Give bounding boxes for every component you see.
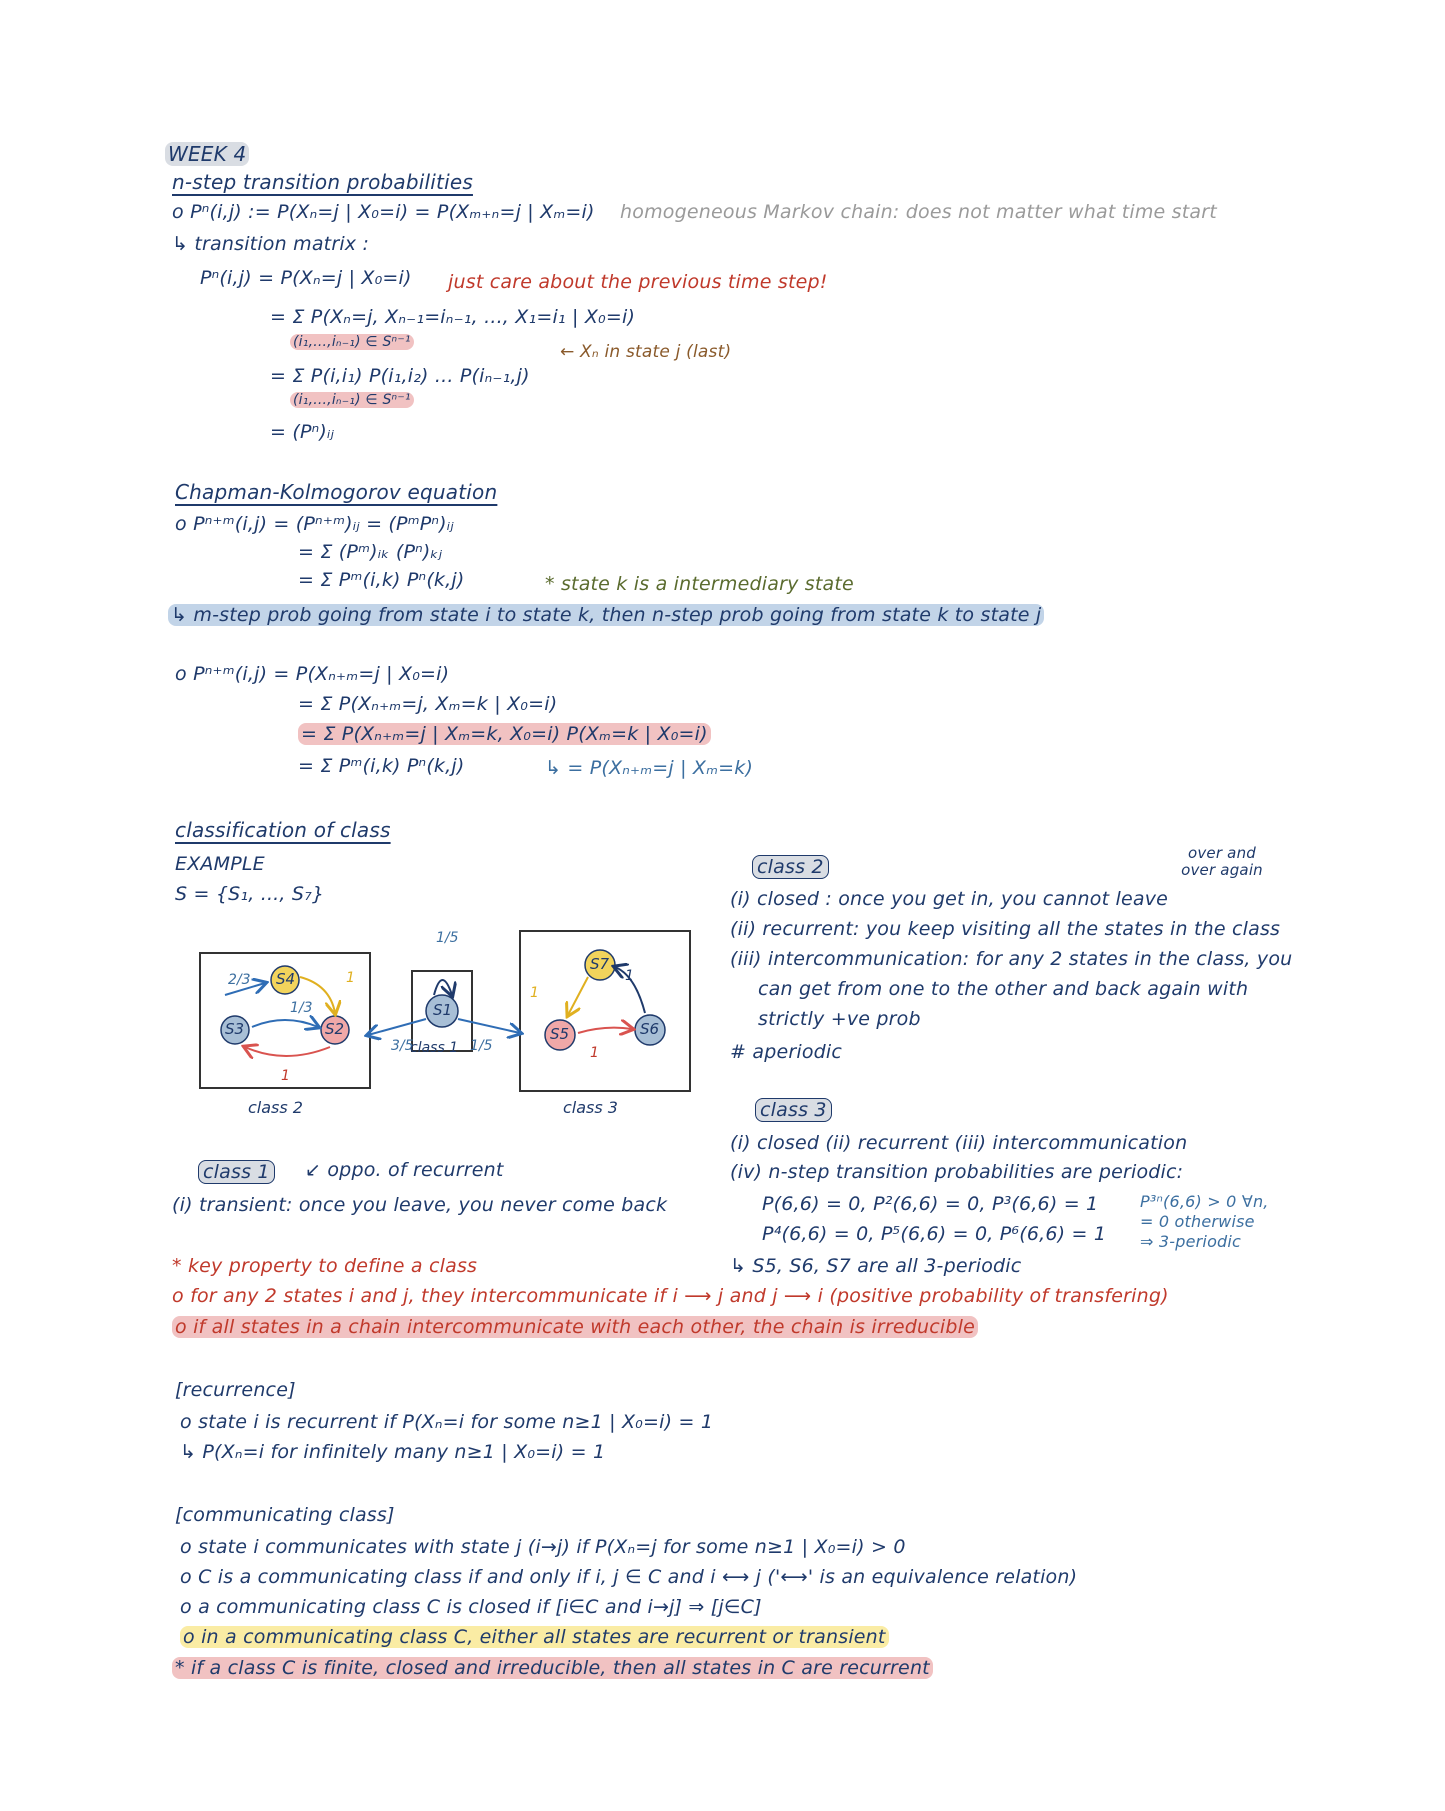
edge-s7-s5 (568, 977, 588, 1015)
edge-label-s7-s5: 1 (530, 985, 539, 1001)
edge-label-s6-s7: 1 (625, 968, 634, 984)
label-s1: S1 (433, 1001, 453, 1019)
communicating-a: o state i communicates with state j (i→j) if P(Xₙ=j for some n≥1 | X₀=i) > 0 (180, 1536, 906, 1558)
communicating-e: * if a class C is finite, closed and irreducible, then all states in C are recurrent (172, 1656, 933, 1680)
class3-l3: P(6,6) = 0, P²(6,6) = 0, P³(6,6) = 1 (762, 1193, 1099, 1215)
communicating-d: o in a communicating class C, either all states are recurrent or transient (180, 1625, 889, 1649)
class3-l5: ↳ S5, S6, S7 are all 3-periodic (730, 1255, 1022, 1277)
eq2-note: ← Xₙ in state j (last) (560, 342, 732, 362)
edge-label-s1-s2: 3/5 (391, 1038, 414, 1054)
ck-l2: = Σ (Pᵐ)ᵢₖ (Pⁿ)ₖⱼ (298, 541, 443, 563)
edge-s1-loop (434, 980, 452, 995)
label-s2: S2 (325, 1020, 345, 1038)
class3-side2: = 0 otherwise (1140, 1212, 1255, 1231)
ck-l3: = Σ Pᵐ(i,k) Pⁿ(k,j) (298, 569, 465, 591)
classification-title: classification of class (175, 818, 391, 842)
week-title: WEEK 4 (165, 142, 249, 166)
class2-label: class 2 (752, 855, 829, 879)
class3-label: class 3 (755, 1098, 832, 1122)
class3-side1: P³ⁿ(6,6) > 0 ∀n, (1140, 1192, 1269, 1211)
ck-p4: = Σ Pᵐ(i,k) Pⁿ(k,j) (298, 755, 465, 777)
class2-ii: (ii) recurrent: you keep visiting all the states in the class (730, 918, 1281, 940)
recurrence-a: o state i is recurrent if P(Xₙ=i for some n≥1 | X₀=i) = 1 (180, 1411, 714, 1433)
class2-i: (i) closed : once you get in, you cannot leave (730, 888, 1169, 910)
class1-i: (i) transient: once you leave, you never come back (172, 1194, 668, 1216)
key-title: * key property to define a class (172, 1255, 478, 1277)
class2-diagram-label: class 2 (248, 1098, 303, 1117)
edge-label-s5-s6: 1 (590, 1045, 599, 1061)
class3-l1: (i) closed (ii) recurrent (iii) intercommunication (730, 1132, 1188, 1154)
tm-label: ↳ transition matrix : (172, 233, 370, 255)
label-s5: S5 (550, 1025, 570, 1043)
class2-iii-b: can get from one to the other and back again with (758, 978, 1249, 1000)
communicating-b: o C is a communicating class if and only if i, j ∈ C and i ⟷ j ('⟷' is an equivalence relation) (180, 1566, 1078, 1588)
label-s6: S6 (640, 1020, 660, 1038)
class3-side3: ⇒ 3-periodic (1140, 1232, 1242, 1251)
nstep-def: o Pⁿ(i,j) := P(Xₙ=j | X₀=i) = P(Xₘ₊ₙ=j | Xₘ=i) (172, 201, 595, 223)
ck-l1: o Pⁿ⁺ᵐ(i,j) = (Pⁿ⁺ᵐ)ᵢⱼ = (PᵐPⁿ)ᵢⱼ (175, 513, 454, 535)
class1-opp: ↙ oppo. of recurrent (305, 1159, 504, 1181)
edge-label-s4-s2: 1 (346, 970, 355, 986)
edge-label-s2-s3: 1 (281, 1068, 290, 1084)
nstep-eq3: = Σ P(i,i₁) P(i₁,i₂) ... P(iₙ₋₁,j) (270, 365, 530, 387)
edge-s5-s6 (578, 1028, 632, 1033)
label-s4: S4 (276, 970, 296, 988)
edge-label-s1-loop: 1/5 (436, 930, 459, 946)
recurrence-b: ↳ P(Xₙ=i for infinitely many n≥1 | X₀=i) = 1 (180, 1441, 606, 1463)
example-label: EXAMPLE (175, 853, 265, 875)
ck-explain: ↳ m-step prob going from state i to state k, then n-step prob going from state k to state j (168, 603, 1044, 627)
class2-note-top: over and over again (1181, 844, 1263, 879)
key-a: o for any 2 states i and j, they intercommunicate if i ⟶ j and j ⟶ i (positive probability of transfering) (172, 1285, 1169, 1307)
class3-l4: P⁴(6,6) = 0, P⁵(6,6) = 0, P⁶(6,6) = 1 (762, 1223, 1107, 1245)
edge-label-s3-s2: 1/3 (290, 1000, 313, 1016)
label-s7: S7 (590, 955, 610, 973)
communicating-title: [communicating class] (175, 1504, 395, 1526)
nstep-eq1: Pⁿ(i,j) = P(Xₙ=j | X₀=i) (200, 267, 412, 289)
class2-iii-c: strictly +ve prob (758, 1008, 921, 1030)
nstep-eq2: = Σ P(Xₙ=j, Xₙ₋₁=iₙ₋₁, ..., X₁=i₁ | X₀=i) (270, 306, 636, 328)
eq1-note: just care about the previous time step! (448, 271, 828, 293)
class1-diagram-label: class 1 (410, 1040, 459, 1056)
communicating-c: o a communicating class C is closed if [i∈C and i→j] ⇒ [j∈C] (180, 1596, 762, 1618)
label-s3: S3 (225, 1020, 245, 1038)
edge-s1-s2 (368, 1019, 426, 1035)
class3-l2: (iv) n-step transition probabilities are periodic: (730, 1161, 1184, 1183)
edge-s2-s3 (245, 1047, 330, 1056)
nstep-eq2-sub: (i₁,...,iₙ₋₁) ∈ Sⁿ⁻¹ (290, 330, 414, 354)
ck-p4-note: ↳ = P(Xₙ₊ₘ=j | Xₘ=k) (545, 757, 754, 779)
nstep-eq3-sub: (i₁,...,iₙ₋₁) ∈ Sⁿ⁻¹ (290, 388, 414, 412)
edge-label-s3-s4: 2/3 (228, 972, 251, 988)
nstep-title: n-step transition probabilities (172, 170, 473, 194)
class1-label: class 1 (198, 1160, 275, 1184)
class3-diagram-label: class 3 (563, 1098, 618, 1117)
edge-s1-s5 (458, 1019, 520, 1033)
state-set: S = {S₁, ..., S₇} (175, 883, 325, 905)
homog-note: homogeneous Markov chain: does not matter what time start (620, 201, 1217, 223)
class2-aperiodic: # aperiodic (730, 1041, 843, 1063)
ck-p2: = Σ P(Xₙ₊ₘ=j, Xₘ=k | X₀=i) (298, 693, 558, 715)
recurrence-title: [recurrence] (175, 1379, 296, 1401)
ck-note: * state k is a intermediary state (545, 573, 854, 595)
ck-p1: o Pⁿ⁺ᵐ(i,j) = P(Xₙ₊ₘ=j | X₀=i) (175, 663, 450, 685)
key-b: o if all states in a chain intercommunicate with each other, the chain is irreducible (172, 1315, 978, 1339)
ck-p3: = Σ P(Xₙ₊ₘ=j | Xₘ=k, X₀=i) P(Xₘ=k | X₀=i) (298, 722, 711, 746)
edge-s3-s2 (252, 1020, 318, 1027)
class2-iii-a: (iii) intercommunication: for any 2 states in the class, you (730, 948, 1293, 970)
nstep-eq4: = (Pⁿ)ᵢⱼ (270, 421, 335, 443)
edge-label-s1-s5: 1/5 (470, 1038, 493, 1054)
ck-title: Chapman-Kolmogorov equation (175, 480, 498, 504)
